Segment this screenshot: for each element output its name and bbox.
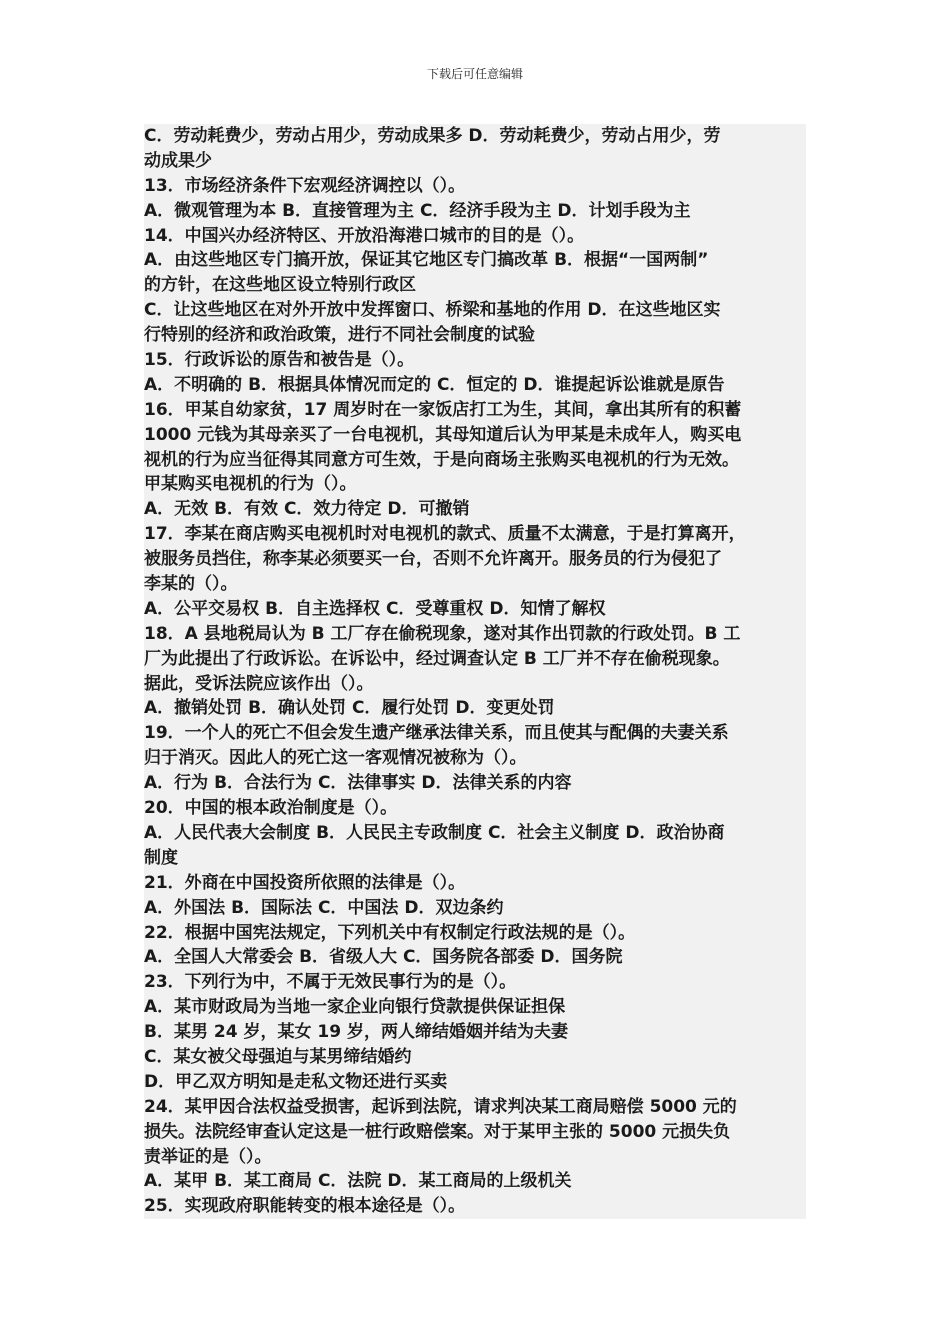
text-line: C．劳动耗费少，劳动占用少，劳动成果多 D．劳动耗费少，劳动占用少，劳 bbox=[144, 126, 721, 146]
text-line: 23．下列行为中，不属于无效民事行为的是（）。 bbox=[144, 972, 517, 993]
document-body bbox=[144, 124, 806, 1219]
page-header: 下载后可任意编辑 bbox=[426, 67, 523, 81]
text-line: A．无效 B．有效 C．效力待定 D．可撤销 bbox=[144, 499, 470, 520]
text-line: 15．行政诉讼的原告和被告是（）。 bbox=[144, 350, 415, 371]
text-line: 16．甲某自幼家贫，17 周岁时在一家饭店打工为生，其间，拿出其所有的积蓄 bbox=[144, 399, 742, 420]
text-line: C．让这些地区在对外开放中发挥窗口、桥梁和基地的作用 D．在这些地区实 bbox=[144, 300, 721, 321]
text-line: 动成果少 bbox=[144, 150, 212, 171]
text-line: A．微观管理为本 B．直接管理为主 C．经济手段为主 D．计划手段为主 bbox=[144, 200, 691, 221]
text-line: A．不明确的 B．根据具体情况而定的 C．恒定的 D．谁提起诉讼谁就是原告 bbox=[144, 374, 725, 395]
text-line: 责举证的是（）。 bbox=[144, 1146, 272, 1167]
text-line: 14．中国兴办经济特区、开放沿海港口城市的目的是（）。 bbox=[144, 225, 585, 246]
text-line: 25．实现政府职能转变的根本途径是（）。 bbox=[144, 1196, 466, 1217]
text-line: 行特别的经济和政治政策，进行不同社会制度的试验 bbox=[144, 325, 535, 346]
text-line: A．由这些地区专门搞开放，保证其它地区专门搞改革 B．根据“一国两制” bbox=[144, 250, 709, 271]
text-line: 李某的（）。 bbox=[144, 574, 238, 595]
text-line: 厂为此提出了行政诉讼。在诉讼中，经过调查认定 B 工厂并不存在偷税现象。 bbox=[144, 648, 730, 669]
text-line: 21．外商在中国投资所依照的法律是（）。 bbox=[144, 872, 466, 893]
text-line: 视机的行为应当征得其同意方可生效，于是向商场主张购买电视机的行为无效。 bbox=[144, 449, 739, 470]
text-line: 制度 bbox=[144, 847, 178, 868]
text-line: 归于消灭。因此人的死亡这一客观情况被称为（）。 bbox=[144, 748, 527, 769]
text-line: 的方针，在这些地区设立特别行政区 bbox=[144, 275, 416, 296]
text-line: A．某甲 B．某工商局 C．法院 D．某工商局的上级机关 bbox=[144, 1171, 572, 1192]
text-line: 被服务员挡住，称李某必须要买一台，否则不允许离开。服务员的行为侵犯了 bbox=[144, 549, 722, 570]
text-line: 损失。法院经审查认定这是一桩行政赔偿案。对于某甲主张的 5000 元损失负 bbox=[144, 1121, 731, 1142]
text-line: 17．李某在商店购买电视机时对电视机的款式、质量不太满意，于是打算离开， bbox=[144, 524, 746, 545]
text-line: 1000 元钱为其母亲买了一台电视机，其母知道后认为甲某是未成年人，购买电 bbox=[144, 424, 742, 445]
text-line: 18．A 县地税局认为 B 工厂存在偷税现象，遂对其作出罚款的行政处罚。B 工 bbox=[144, 623, 741, 644]
text-line: D．甲乙双方明知是走私文物还进行买卖 bbox=[144, 1071, 448, 1092]
text-line: B．某男 24 岁，某女 19 岁，两人缔结婚姻并结为夫妻 bbox=[144, 1022, 568, 1043]
text-line: A．全国人大常委会 B．省级人大 C．国务院各部委 D．国务院 bbox=[144, 947, 623, 968]
text-line: A．人民代表大会制度 B．人民民主专政制度 C．社会主义制度 D．政治协商 bbox=[144, 822, 725, 843]
text-line: 19．一个人的死亡不但会发生遗产继承法律关系，而且使其与配偶的夫妻关系 bbox=[144, 723, 729, 744]
text-line: A．某市财政局为当地一家企业向银行贷款提供保证担保 bbox=[144, 997, 566, 1018]
text-line: 20．中国的根本政治制度是（）。 bbox=[144, 798, 398, 819]
text-line: 22．根据中国宪法规定，下列机关中有权制定行政法规的是（）。 bbox=[144, 922, 636, 943]
text-line: A．公平交易权 B．自主选择权 C．受尊重权 D．知情了解权 bbox=[144, 598, 606, 619]
text-line: 24．某甲因合法权益受损害，起诉到法院，请求判决某工商局赔偿 5000 元的 bbox=[144, 1096, 737, 1117]
text-line: C．某女被父母强迫与某男缔结婚约 bbox=[144, 1046, 412, 1067]
text-line: 甲某购买电视机的行为（）。 bbox=[144, 474, 357, 495]
text-line: A．撤销处罚 B．确认处罚 C．履行处罚 D．变更处罚 bbox=[144, 698, 555, 719]
text-line: 据此，受诉法院应该作出（）。 bbox=[144, 673, 374, 694]
text-line: 13．市场经济条件下宏观经济调控以（）。 bbox=[144, 175, 466, 196]
text-line: A．行为 B．合法行为 C．法律事实 D．法律关系的内容 bbox=[144, 773, 572, 794]
text-line: A．外国法 B．国际法 C．中国法 D．双边条约 bbox=[144, 897, 504, 918]
